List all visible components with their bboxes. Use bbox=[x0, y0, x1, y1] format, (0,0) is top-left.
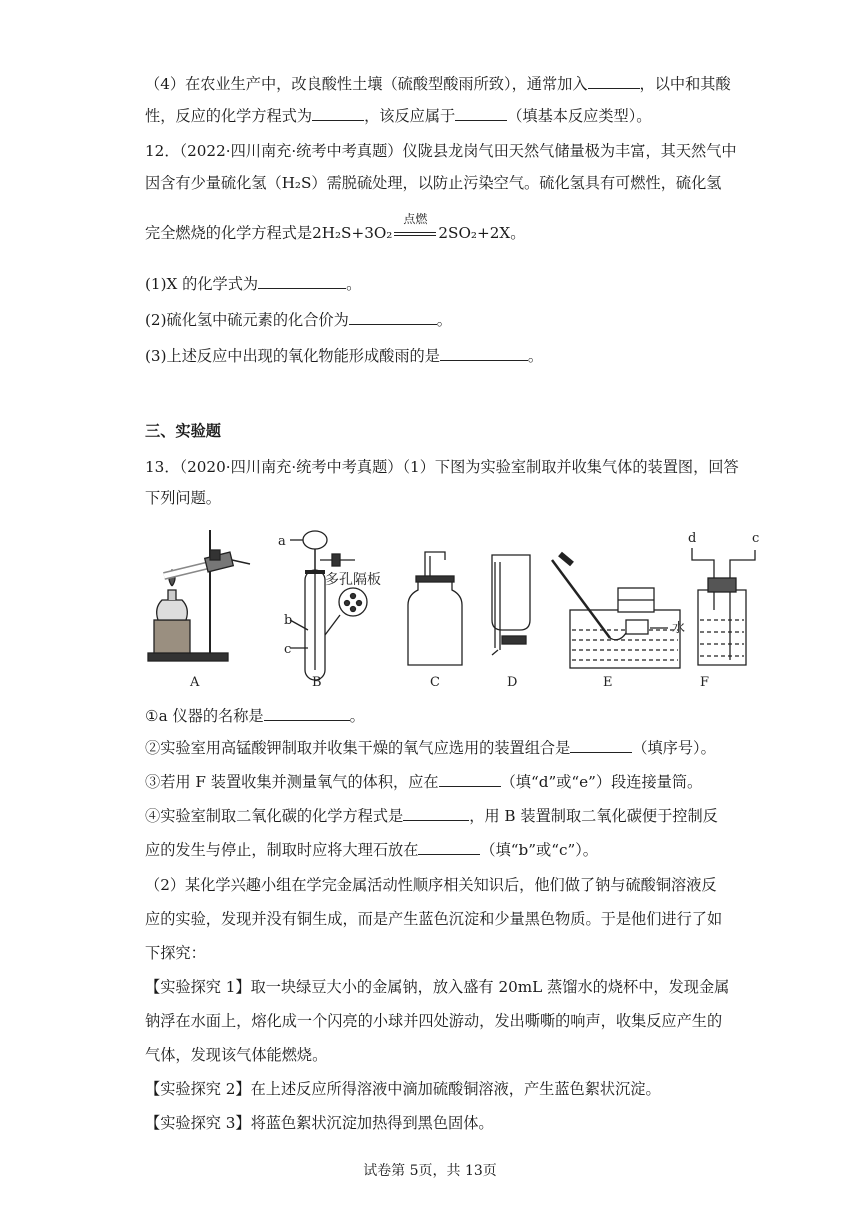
answer-blank[interactable] bbox=[312, 104, 364, 121]
answer-blank[interactable] bbox=[439, 770, 501, 787]
fig-label-c: C bbox=[430, 675, 440, 690]
text: （填序号）。 bbox=[632, 739, 716, 757]
exp1-line3: 气体，发现该气体能燃烧。 bbox=[145, 1046, 328, 1064]
q11-4-line1 bbox=[145, 72, 731, 95]
apparatus-a bbox=[148, 530, 250, 661]
text: ④实验室制取二氧化碳的化学方程式是 bbox=[145, 807, 404, 825]
q12-sub3 bbox=[145, 344, 543, 367]
text: ，以中和其酸 bbox=[639, 75, 731, 93]
answer-blank[interactable] bbox=[570, 736, 632, 753]
text: 。 bbox=[510, 224, 526, 242]
text: ②实验室用高锰酸钾制取并收集干燥的氧气应选用的装置组合是 bbox=[145, 739, 571, 757]
q12-line1: 12．（2022·四川南充·统考中考真题）仪陇县龙岗气田天然气储量极为丰富，其天然气中 bbox=[145, 142, 737, 160]
q12-line2: 因含有少量硫化氢（H₂S）需脱硫处理，以防止污染空气。硫化氢具有可燃性，硫化氢 bbox=[145, 174, 722, 192]
label-c: c bbox=[284, 642, 292, 657]
q13-p4-line2 bbox=[145, 838, 598, 861]
exp3-line: 【实验探究 3】将蓝色絮状沉淀加热得到黑色固体。 bbox=[145, 1114, 494, 1132]
answer-blank[interactable] bbox=[418, 838, 480, 855]
label-a: a bbox=[278, 534, 286, 549]
answer-blank[interactable] bbox=[455, 104, 507, 121]
text: (2)硫化氢中硫元素的化合价为 bbox=[145, 311, 349, 329]
q13-p1 bbox=[145, 704, 365, 727]
fig-label-b: B bbox=[312, 675, 322, 690]
q13-part2-line1: （2）某化学兴趣小组在学完金属活动性顺序相关知识后，他们做了钠与硫酸铜溶液反 bbox=[145, 876, 717, 894]
q12-sub2 bbox=[145, 308, 452, 331]
eq-left: 2H₂S+3O₂ bbox=[312, 224, 393, 242]
text: （填基本反应类型）。 bbox=[507, 107, 652, 125]
exp1-line1: 【实验探究 1】取一块绿豆大小的金属钠，放入盛有 20mL 蒸馏水的烧杯中，发现金属 bbox=[145, 978, 730, 996]
answer-blank[interactable] bbox=[258, 272, 346, 289]
exp2-line: 【实验探究 2】在上述反应所得溶液中滴加硫酸铜溶液，产生蓝色絮状沉淀。 bbox=[145, 1080, 661, 1098]
q12-sub1 bbox=[145, 272, 361, 295]
q12-line3 bbox=[145, 212, 526, 244]
page-footer: 试卷第 5页，共 13页 bbox=[363, 1163, 497, 1179]
text: 。 bbox=[346, 275, 362, 293]
label-plate: 多孔隔板 bbox=[325, 572, 381, 588]
text: 性，反应的化学方程式为 bbox=[145, 107, 313, 125]
answer-blank[interactable] bbox=[349, 308, 437, 325]
text: 。 bbox=[436, 311, 452, 329]
q13-line2: 下列问题。 bbox=[145, 489, 221, 507]
fig-label-f: F bbox=[700, 675, 710, 690]
q13-p3 bbox=[145, 770, 702, 793]
exp1-line2: 钠浮在水面上，熔化成一个闪亮的小球并四处游动，发出嘶嘶的响声，收集反应产生的 bbox=[145, 1012, 723, 1030]
text: ，该反应属于 bbox=[364, 107, 456, 125]
label-water: 水 bbox=[672, 621, 686, 636]
q11-4-line2 bbox=[145, 104, 651, 127]
q13-line1: 13．（2020·四川南充·统考中考真题）（1）下图为实验室制取并收集气体的装置图，回答 bbox=[145, 458, 739, 476]
text: (1)X 的化学式为 bbox=[145, 275, 259, 293]
text: ，用 B 装置制取二氧化碳便于控制反 bbox=[469, 807, 718, 825]
answer-blank[interactable] bbox=[588, 72, 640, 89]
eq-condition: 点燃 bbox=[403, 212, 428, 226]
text: 。 bbox=[527, 347, 544, 365]
answer-blank[interactable] bbox=[264, 704, 350, 721]
fig-label-a: A bbox=[190, 675, 200, 690]
eq-right: 2SO₂+2X bbox=[438, 224, 511, 242]
apparatus-d bbox=[492, 555, 530, 655]
text: （填“d”或“e”）段连接量筒。 bbox=[500, 773, 703, 791]
equation bbox=[312, 212, 511, 242]
fig-label-d: D bbox=[507, 675, 518, 690]
apparatus-b bbox=[290, 531, 367, 680]
q13-p4-line1 bbox=[145, 804, 718, 827]
label-b: b bbox=[284, 613, 293, 628]
apparatus-c bbox=[408, 552, 462, 665]
text: （4）在农业生产中，改良酸性土壤（硫酸型酸雨所致），通常加入 bbox=[145, 75, 588, 93]
apparatus-f bbox=[692, 548, 755, 665]
text: 完全燃烧的化学方程式是 bbox=[145, 224, 313, 242]
answer-blank[interactable] bbox=[403, 804, 469, 821]
q13-p2 bbox=[145, 736, 716, 759]
apparatus-figure bbox=[140, 520, 760, 695]
text: 应的发生与停止，制取时应将大理石放在 bbox=[145, 841, 419, 859]
label-d: d bbox=[688, 531, 697, 546]
answer-blank[interactable] bbox=[440, 344, 528, 361]
q13-part2-line3: 下探究： bbox=[145, 944, 206, 962]
text: ①a 仪器的名称是 bbox=[145, 707, 264, 725]
section-heading: 三、实验题 bbox=[145, 422, 221, 440]
text: (3)上述反应中出现的氧化物能形成酸雨的是 bbox=[145, 347, 440, 365]
eq-arrow bbox=[392, 212, 438, 244]
apparatus-e bbox=[552, 554, 680, 668]
label-c2: c bbox=[752, 531, 760, 546]
fig-label-e: E bbox=[603, 675, 613, 690]
text: （填“b”或“c”）。 bbox=[480, 841, 598, 859]
q13-part2-line2: 应的实验，发现并没有铜生成，而是产生蓝色沉淀和少量黑色物质。于是他们进行了如 bbox=[145, 910, 723, 928]
text: ③若用 F 装置收集并测量氧气的体积，应在 bbox=[145, 773, 439, 791]
text: 。 bbox=[349, 707, 365, 725]
